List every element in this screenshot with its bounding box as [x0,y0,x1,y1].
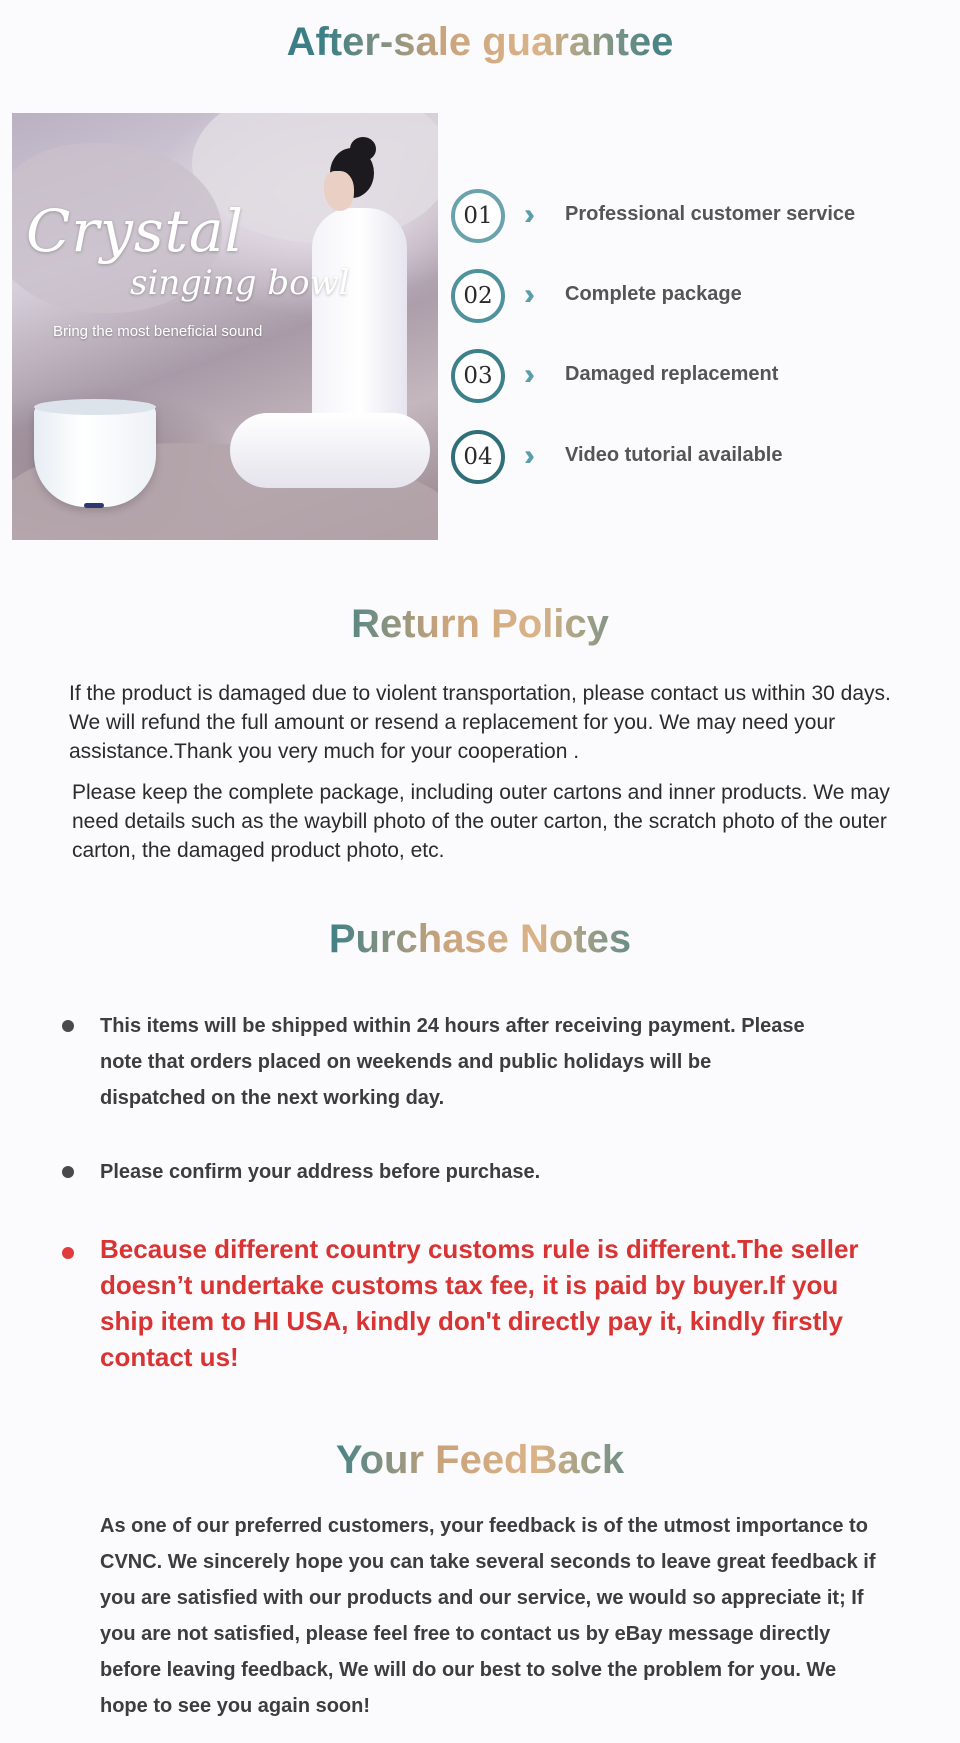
double-chevron-right-icon: ›› [524,439,526,472]
guarantee-number: 04 [451,430,505,484]
guarantee-item [451,430,931,490]
hero-tagline: Bring the most beneficial sound [53,323,263,340]
purchase-notes-title: Purchase Notes [0,917,960,962]
return-policy-paragraph: If the product is damaged due to violent transportation, please contact us within 30 days. We will refund the full amount or resend a replacement for you. We may need your assistance.Thank you very much for your cooperation . [69,682,891,763]
feedback-paragraph: As one of our preferred customers, your feedback is of the utmost importance to CVNC. We sincerely hope you can take several seconds to leave great feedback if you are satisfied with our products and our service, we would so appreciate it; If you are not satisfied, please feel free to contact us by eBay message directly before leaving feedback, We will do our best to solve the problem for you. We hope to see you again soon! [100,1515,876,1717]
bullet-dot-icon [62,1020,74,1032]
singing-bowl-icon [34,405,156,507]
hero-script-subtitle: singing bowl [130,263,350,303]
double-chevron-right-icon: ›› [524,278,526,311]
purchase-note-warning-text: Because different country customs rule is different.The seller doesn’t undertake customs tax fee, it is paid by buyer.If you ship item to HI USA, kindly don't directly pay it, kindly firstly contact us! [100,1234,859,1372]
purchase-note-text: This items will be shipped within 24 hours after receiving payment. Please note that orders placed on weekends and public holidays will be dispatched on the next working day. [100,1015,805,1109]
hero-figure-legs [230,413,430,488]
singing-bowl-rim [34,399,156,415]
guarantee-label: Complete package [565,283,742,305]
bullet-dot-icon [62,1247,74,1259]
bullet-dot-icon [62,1166,74,1178]
guarantee-number: 03 [451,349,505,403]
guarantee-label: Damaged replacement [565,363,779,385]
guarantee-item [451,189,931,249]
guarantee-number: 01 [451,189,505,243]
double-chevron-right-icon: ›› [524,358,526,391]
hero-figure-bun [350,137,376,161]
feedback-title: Your FeedBack [0,1438,960,1483]
hero-image [12,113,438,540]
guarantee-item [451,349,931,409]
purchase-note-text: Please confirm your address before purchase. [100,1161,541,1183]
guarantee-item [451,269,931,329]
guarantee-label: Professional customer service [565,203,856,225]
aftersale-title: After-sale guarantee [0,20,960,65]
double-chevron-right-icon: ›› [524,198,526,231]
singing-bowl-foot [84,503,104,508]
hero-figure-body [312,208,407,438]
return-policy-title: Return Policy [0,602,960,647]
hero-figure-face [324,171,354,211]
return-policy-paragraph: Please keep the complete package, including outer cartons and inner products. We may need details such as the waybill photo of the outer carton, the scratch photo of the outer carton, the damaged product photo, etc. [72,781,890,862]
guarantee-number: 02 [451,269,505,323]
hero-script-title: Crystal [26,197,245,265]
guarantee-label: Video tutorial available [565,444,783,466]
